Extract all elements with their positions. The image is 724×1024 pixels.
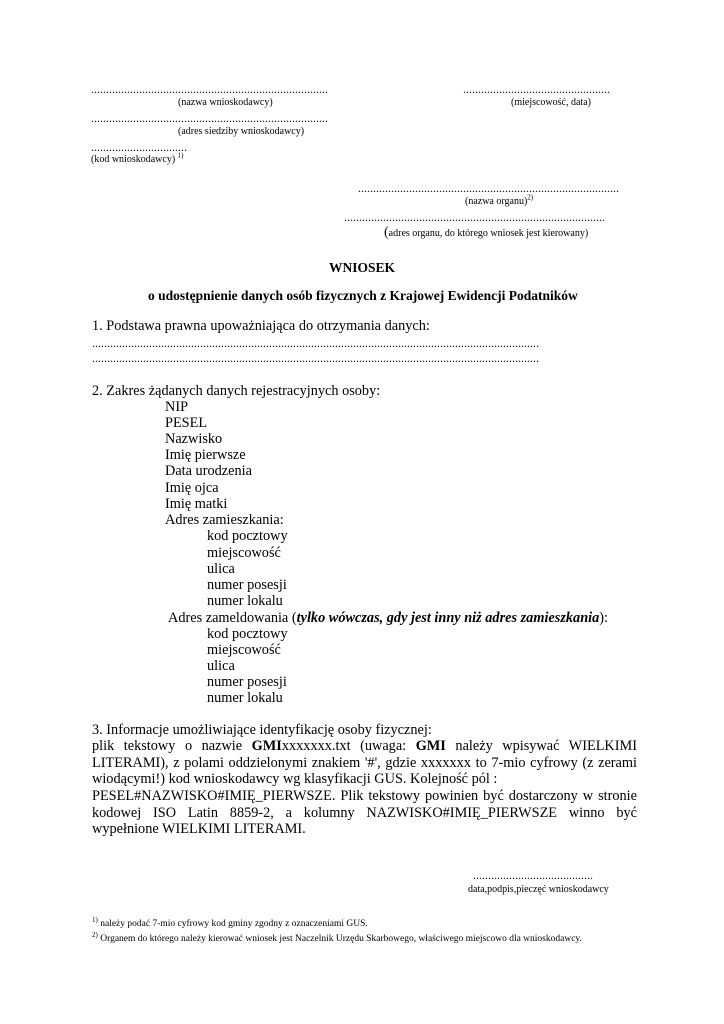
list-item-mother-name: Imię matki [165,496,228,512]
footnote-ref-2: 2) [527,193,534,202]
section3-paragraph-1: plik tekstowy o nazwie GMIxxxxxxx.txt (uwaga: GMI należy wpisywać WIELKIMI LITERAMI), z polami oddzielonymi znakiem '#', gdzie xxxxxxx to 7-mio cyfrowy (z zerami wiodącymi!) kod wnioskodawcy wg klasyfikacji GUS. Kolejność pól : [92,738,637,787]
registered-address-condition: tylko wówczas, gdy jest inny niż adres zamieszkania [296,610,600,626]
section1-line-2[interactable]: ..................................................................................................................................................... [92,351,539,365]
place-date-field[interactable]: ................................................. [463,82,610,96]
signature-field[interactable]: ........................................ [473,868,593,882]
footnote-ref-1: 1) [177,151,184,160]
section3-heading: 3. Informacje umożliwiające identyfikację osoby fizycznej: [92,722,432,738]
authority-address-field[interactable]: ....................................................................................... [344,210,605,224]
residence-street: ulica [207,561,235,577]
registered-flat-number: numer lokalu [207,690,283,706]
list-item-father-name: Imię ojca [165,480,219,496]
applicant-name-label: (nazwa wnioskodawcy) [178,97,273,108]
list-item-birth-date: Data urodzenia [165,463,252,479]
applicant-name-field[interactable]: ............................................................................... [91,82,328,96]
list-item-nip: NIP [165,399,189,415]
applicant-address-field[interactable]: ............................................................................... [91,111,328,125]
registered-house-number: numer posesji [207,674,287,690]
document-title: WNIOSEK [328,260,396,275]
footnote-1: $^{1)}$ należy podać 7-mio cyfrowy kod gminy zgodny z oznaczeniami GUS. [92,915,368,929]
section1-line-1[interactable]: ..................................................................................................................................................... [92,336,539,350]
place-date-label: (miejscowość, data) [511,97,591,108]
applicant-code-label: (kod wnioskodawcy) $^{1)}$ [91,151,184,165]
footnote-2: $^{2)}$ Organem do którego należy kierować wniosek jest Naczelnik Urzędu Skarbowego, właściwego miejscowo dla wnioskodawcy. [92,930,582,944]
applicant-address-label: (adres siedziby wnioskodawcy) [178,126,305,137]
section1-heading: 1. Podstawa prawna upoważniająca do otrzymania danych: [92,318,430,334]
list-item-residence-address: Adres zamieszkania: [165,512,284,528]
list-item-pesel: PESEL [165,415,208,431]
section2-heading: 2. Zakres żądanych danych rejestracyjnych osoby: [92,383,381,399]
authority-name-label: (nazwa organu)$^{2)}$ [465,193,534,207]
list-item-surname: Nazwisko [165,431,223,447]
registered-city: miejscowość [207,642,281,658]
registered-street: ulica [207,658,235,674]
authority-address-label: (adres organu, do którego wniosek jest kierowany) [384,225,589,240]
residence-flat-number: numer lokalu [207,593,283,609]
residence-city: miejscowość [207,545,281,561]
section3-paragraph-2: PESEL#NAZWISKO#IMIĘ_PIERWSZE. Plik tekstowy powinien być dostarczony w stronie kodowej ISO Latin 8859-2, a kolumny NAZWISKO#IMIĘ_PIERWSZE winno być wypełnione WIELKIMI LITERAMI. [92,788,637,837]
signature-label: data,podpis,pieczęć wnioskodawcy [468,884,609,895]
applicant-code-field[interactable]: ................................ [91,140,187,154]
list-item-first-name: Imię pierwsze [165,447,246,463]
registered-postal-code: kod pocztowy [207,626,288,642]
residence-postal-code: kod pocztowy [207,528,288,544]
residence-house-number: numer posesji [207,577,287,593]
authority-name-field[interactable]: ....................................................................................... [358,181,619,195]
registered-address-heading: Adres zameldowania (tylko wówczas, gdy jest inny niż adres zamieszkania): [168,610,609,626]
document-subtitle: o udostępnienie danych osób fizycznych z Krajowej Ewidencji Podatników [148,288,578,303]
